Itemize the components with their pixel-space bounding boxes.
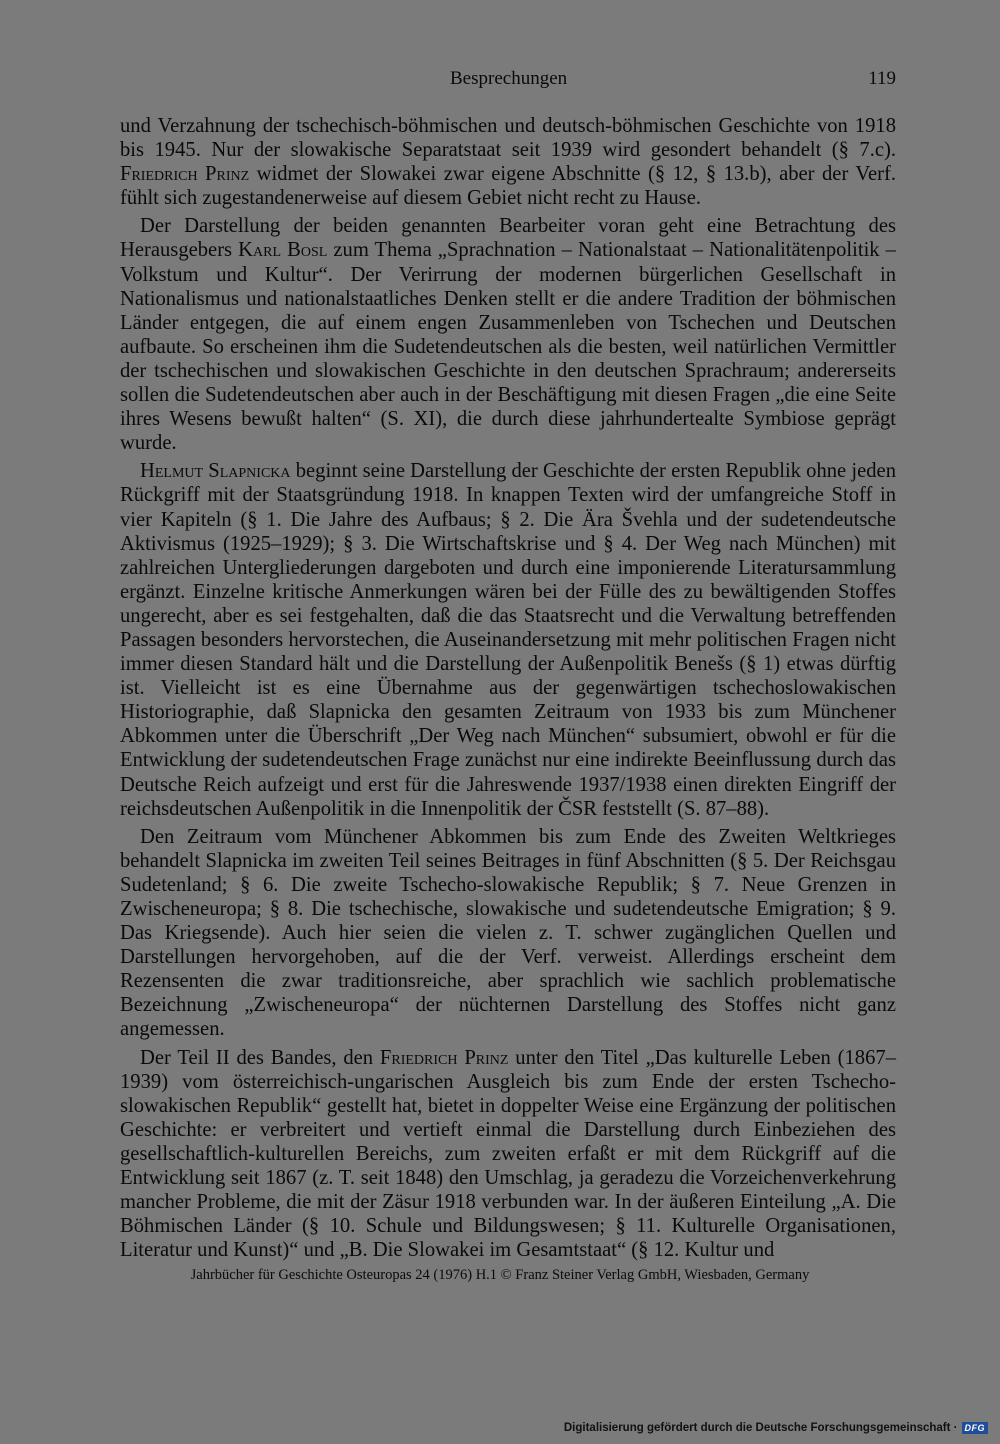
paragraph-5-start: Der Teil II des Bandes, den	[140, 1046, 380, 1069]
paragraph-1-rest: widmet der Slowakei zwar eigene Abschnitte (§ 12, § 13.b), aber der Verf. fühlt sich zugestandenerweise auf diesem Gebiet nicht recht zu Hause.	[120, 163, 896, 210]
digitization-text: Digitalisierung gefördert durch die Deutsche Forschungsgemeinschaft ·	[563, 1422, 958, 1434]
paragraph-5	[120, 1046, 896, 1263]
article-body	[120, 114, 896, 1262]
author-name: Karl Bosl	[238, 239, 328, 262]
digitization-notice	[564, 1420, 988, 1436]
paragraph-2	[120, 214, 896, 455]
paragraph-1-text: und Verzahnung der tschechisch-böhmischen und deutsch-böhmischen Geschichte von 1918 bis 1945. Nur der slowakische Separatstaat seit 1939 wird gesondert behandelt (§ 7.c).	[120, 115, 896, 162]
paragraph-5-rest: unter den Titel „Das kulturelle Leben (1867–1939) vom österreichisch-ungarischen Ausgleich bis zum Ende der ersten Tschecho-slowakischen Republik“ gestellt hat, bietet in doppelter Weise eine Ergänzung der politischen Geschichte: er verbreitert und vertieft einmal die Darstellung durch Einbeziehen des gesellschaftlich-kulturellen Bereichs, zum zweiten erfaßt er mit dem Rückgriff auf die Entwicklung seit 1867 (z. T. seit 1848) den Umschlag, ja geradezu die Vorzeichenverkehrung mancher Probleme, die mit der Zäsur 1918 verbunden war. In der äußeren Einteilung „A. Die Böhmischen Länder (§ 10. Schule und Bildungswesen; § 11. Kulturelle Organisationen, Literatur und Kunst)“ und „B. Die Slowakei im Gesamtstaat“ (§ 12. Kultur und	[120, 1046, 896, 1262]
paragraph-2-start: Der Darstellung der beiden genannten Bearbeiter voran geht eine Betrachtung des Herausgebers	[120, 215, 896, 262]
journal-citation: Jahrbücher für Geschichte Osteuropas 24 (1976) H.1 © Franz Steiner Verlag GmbH, Wiesbaden, Germany	[190, 1267, 810, 1283]
paragraph-2-rest: zum Thema „Sprachnation – Nationalstaat – Nationalitätenpolitik – Volkstum und Kultur“. Der Verirrung der modernen bürgerlichen Gesellschaft in Nationalismus und nationalstaatliches Denken stellt er die andere Tradition der böhmischen Länder entgegen, die auf einem engen Zusammenleben von Tschechen und Deutschen aufbaute. So erscheinen ihm die Sudetendeutschen als die besten, weil natürlichen Vermittler der tschechischen und slowakischen Geschichte in den deutschen Sprachraum; andererseits sollen die Sudetendeutschen aber auch in der Beschäftigung mit diesen Fragen „die eine Seite ihres Wesens bewußt halten“ (S. XI), die durch diese jahrhundertealte Symbiose geprägt wurde.	[120, 239, 896, 455]
author-name: Helmut Slapnicka	[140, 460, 291, 483]
running-title: Besprechungen	[450, 68, 568, 89]
page-header	[120, 68, 896, 94]
paragraph-3	[120, 459, 896, 820]
paragraph-1	[120, 114, 896, 210]
author-name: Friedrich Prinz	[120, 163, 250, 186]
paragraph-3-rest: beginnt seine Darstellung der Geschichte der ersten Republik ohne jeden Rückgriff mit der Staatsgründung 1918. In knappen Texten wird der umfangreiche Stoff in vier Kapiteln (§ 1. Die Jahre des Aufbaus; § 2. Die Ära Švehla und der sudetendeutsche Aktivismus (1925–1929); § 3. Die Wirtschaftskrise und § 4. Der Weg nach München) mit zahlreichen Untergliederungen dargeboten und durch eine imponierende Literatursammlung ergänzt. Einzelne kritische Anmerkungen wären bei der Fülle des zu bewältigenden Stoffes ungerecht, aber es sei festgehalten, daß die das Staatsrecht und die Verwaltung betreffenden Passagen besonders hervorstechen, die Auseinandersetzung mit mehr politischen Fragen nicht immer diesen Standard hält und die Darstellung der Außenpolitik Benešs (§ 1) etwas dürftig ist. Vielleicht ist es eine Übernahme aus der gegenwärtigen tschechoslowakischen Historiographie, daß Slapnicka den gesamten Zeitraum von 1933 bis zum Münchener Abkommen unter die Überschrift „Der Weg nach München“ subsumiert, obwohl er für die Entwicklung der sudetendeutschen Frage zunächst nur eine indirekte Beeinflussung durch das Deutsche Reich aufzeigt und erst für die Jahreswende 1937/1938 einen direkten Eingriff der reichsdeutschen Außenpolitik in die Innenpolitik der ČSR feststellt (S. 87–88).	[120, 460, 896, 820]
paragraph-4	[120, 825, 896, 1042]
author-name: Friedrich Prinz	[379, 1046, 509, 1069]
paragraph-4-text: Den Zeitraum vom Münchener Abkommen bis zum Ende des Zweiten Weltkrieges behandelt Slapnicka im zweiten Teil seines Beitrages in fünf Abschnitten (§ 5. Der Reichsgau Sudetenland; § 6. Die zweite Tschecho-slowakische Republik; § 7. Neue Grenzen in Zwischeneuropa; § 8. Die tschechische, slowakische und sudetendeutsche Emigration; § 9. Das Kriegsende). Auch hier seien die vielen z. T. schwer zugänglichen Quellen und Darstellungen hervorgehoben, auf die der Verf. verweist. Allerdings erscheint dem Rezensenten die zwar traditionsreiche, aber sprachlich wie sachlich problematische Bezeichnung „Zwischeneuropa“ der nüchternen Darstellung des Stoffes nicht ganz angemessen.	[120, 825, 896, 1041]
page-number: 119	[868, 68, 896, 89]
dfg-logo: DFG	[962, 1422, 989, 1434]
